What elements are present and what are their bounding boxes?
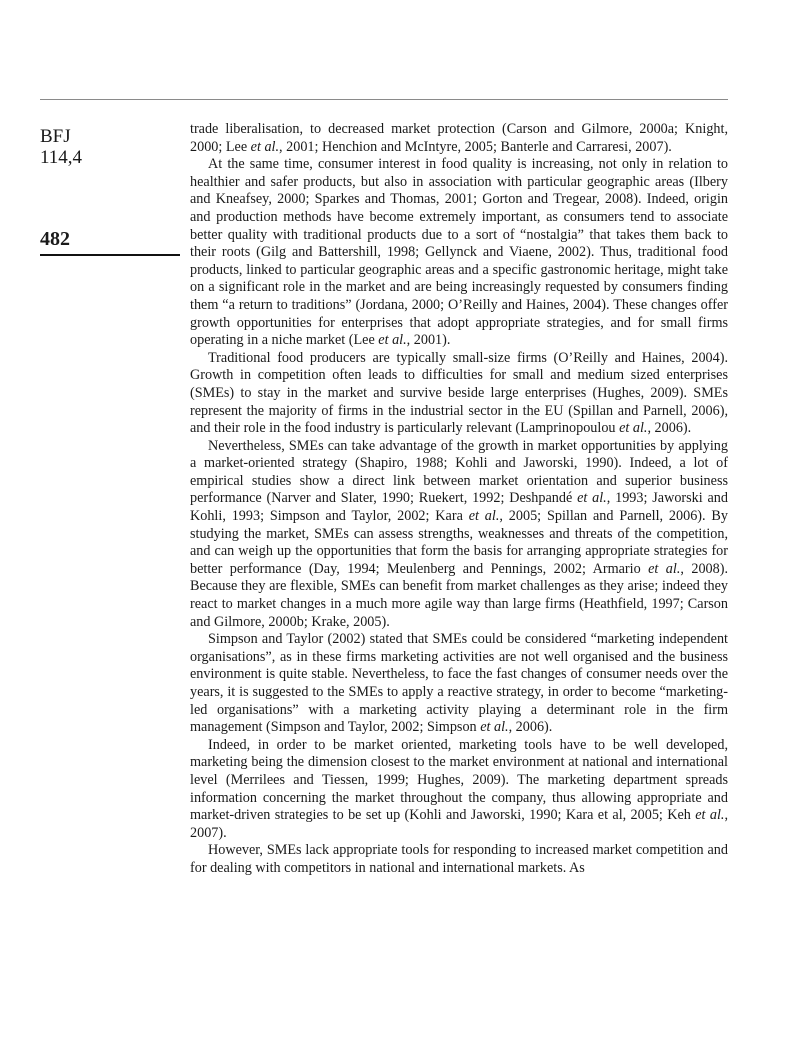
journal-code: BFJ: [40, 126, 71, 147]
text-run: , 1993; Jaworski and Kohli, 1993; Simpson and Taylor, 2002; Kara: [190, 490, 728, 525]
text-run: At the same time, consumer interest in food quality is increasing, not only in relation to healthier and safer products, but also in association with particular geographic areas (Ilbery and Kneafsey, 2000; Sparkes and Thomas, 2001; Gorton and Tregear, 2008). Indeed, origin and production methods have become extremely important, as consumers tend to associate better quality with traditional products due to a sort of “nostalgia” that takes them back to their roots (Gilg and Battershill, 1998; Gellynck and Viaene, 2002). Thus, traditional food products, linked to particular geographic areas and a specific gastronomic heritage, might take on a significant role in the market and are being increasingly requested by consumers finding them “a return to traditions” (Jordana, 2000; O’Reilly and Haines, 2004). These changes offer growth opportunities for enterprises that adopt appropriate strategies, and for small firms operating in a niche market (Lee: [190, 156, 728, 349]
journal-volume-issue: 114,4: [40, 147, 83, 168]
italic-text: et al.: [378, 332, 407, 349]
text-run: Nevertheless, SMEs can take advantage of the growth in market opportunities by applying a market-oriented strategy (Shapiro, 1988; Kohli and Jaworski, 1990). Indeed, a lot of empirical studies show a direct link between market orientation and superior business performance (Narver and Slater, 1990; Ruekert, 1992; Deshpandé: [190, 437, 728, 507]
paragraph: [190, 842, 728, 877]
paragraph: [190, 121, 728, 156]
text-run: , 2007).: [190, 807, 728, 841]
page-number: 482: [40, 228, 70, 250]
text-run: , 2006).: [508, 719, 553, 736]
text-run: , 2006).: [647, 420, 692, 437]
header-rule: [40, 99, 728, 100]
paragraph: [190, 156, 728, 350]
italic-text: et al.: [619, 420, 648, 437]
paragraph: [190, 438, 728, 632]
italic-text: et al.: [250, 138, 280, 155]
text-run: , 2001).: [406, 332, 451, 349]
text-run: , 2005; Spillan and Parnell, 2006). By studying the market, SMEs can assess strengths, weaknesses and threats of the competition, and can weigh up the opportunities that form the basis for arranging appropriate strategies for better performance (Day, 1994; Meulenberg and Pennings, 2002; Armario: [190, 508, 728, 577]
article-body: [190, 121, 728, 878]
paragraph: [190, 631, 728, 737]
text-run: Simpson and Taylor (2002) stated that SMEs could be considered “marketing independent organisations”, as in these firms marketing activities are not well organised and the business environment is quite stable. Nevertheless, to face the fast changes of consumer needs over the years, it is suggested to the SMEs to apply a reactive strategy, in order to become “marketing-led organisations” with a marketing activity playing a determinant role in the firm management (Simpson and Taylor, 2002; Simpson: [190, 631, 728, 736]
text-run: Traditional food producers are typically small-size firms (O’Reilly and Haines, 2004). Growth in competition often leads to difficulties for small and medium sized enterprises (SMEs) to stay in the market and survive beside large enterprises (Hughes, 2009). SMEs represent the majority of firms in the industrial sector in the EU (Spillan and Parnell, 2006), and their role in the food industry is particularly relevant (Lamprinopoulou: [190, 349, 728, 437]
running-head: [40, 126, 180, 168]
italic-text: et al.: [695, 807, 725, 824]
italic-text: et al.: [480, 719, 509, 736]
italic-text: et al.: [648, 560, 681, 577]
italic-text: et al.: [577, 490, 607, 507]
paragraph: [190, 350, 728, 438]
paragraph: [190, 737, 728, 843]
text-run: , 2008). Because they are flexible, SMEs can benefit from market challenges as they arise; indeed they react to market changes in a much more agile way than large firms (Heathfield, 1997; Carson and Gilmore, 2000b; Krake, 2005).: [190, 560, 728, 630]
page-number-rule: [40, 254, 180, 256]
text-run: , 2001; Henchion and McIntyre, 2005; Banterle and Carraresi, 2007).: [279, 138, 672, 155]
text-run: However, SMEs lack appropriate tools for responding to increased market competition and for dealing with competitors in national and international markets. As: [190, 842, 728, 876]
text-run: trade liberalisation, to decreased market protection (Carson and Gilmore, 2000a; Knight, 2000; Lee: [190, 121, 728, 155]
text-run: Indeed, in order to be market oriented, marketing tools have to be well developed, marketing being the dimension closest to the market environment at national and international level (Merrilees and Tiessen, 1999; Hughes, 2009). The marketing department spreads information concerning the market throughout the company, thus allowing appropriate and market-driven strategies to be set up (Kohli and Jaworski, 1990; Kara et al, 2005; Keh: [190, 736, 728, 824]
italic-text: et al.: [468, 508, 500, 525]
